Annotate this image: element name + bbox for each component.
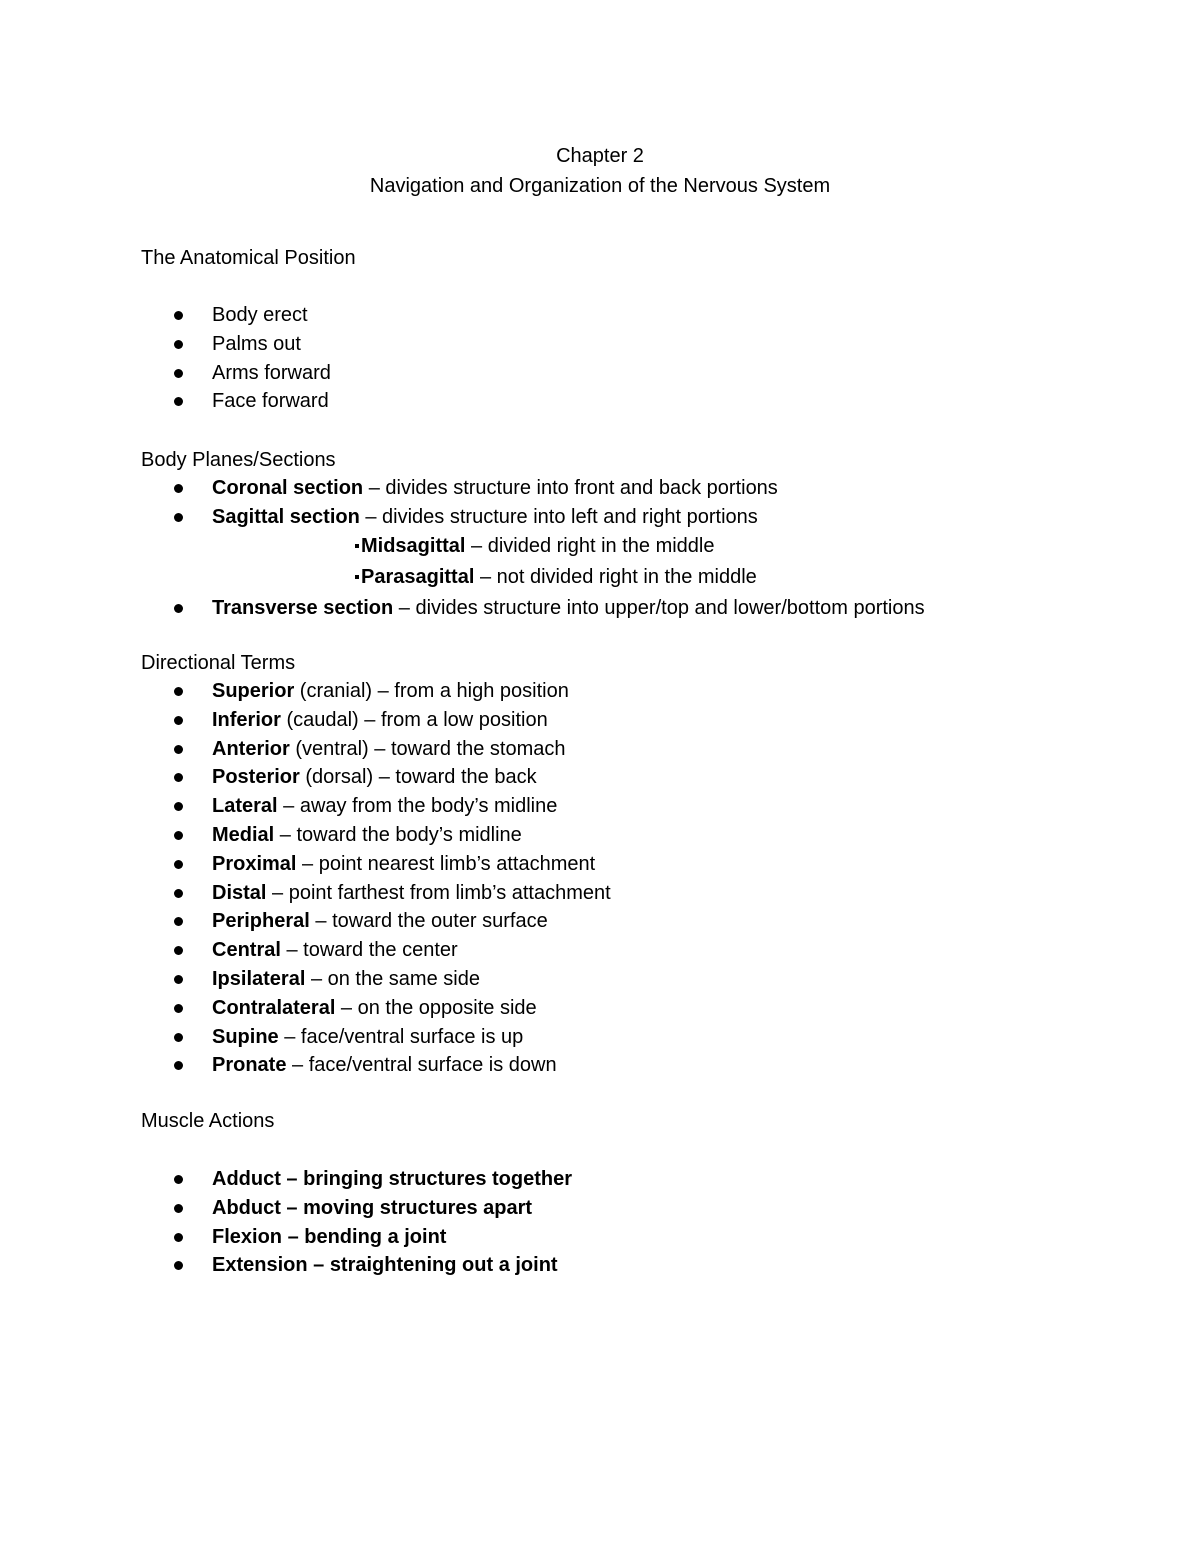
section-heading-body-planes: Body Planes/Sections bbox=[141, 449, 336, 471]
chapter-title: Chapter 2 bbox=[556, 145, 644, 167]
sub-list-item-midsagittal: Midsagittal – divided right in the middle bbox=[355, 531, 715, 561]
bullet-icon bbox=[174, 946, 183, 955]
bullet-icon bbox=[174, 397, 183, 406]
bullet-icon bbox=[174, 1175, 183, 1184]
bullet-icon bbox=[174, 687, 183, 696]
bullet-icon bbox=[174, 745, 183, 754]
list-item: Palms out bbox=[141, 330, 331, 359]
muscle-actions-list bbox=[141, 1165, 572, 1280]
square-bullet-icon bbox=[355, 544, 359, 548]
list-item: Superior (cranial) – from a high position bbox=[141, 677, 611, 706]
sub-list-item-parasagittal: Parasagittal – not divided right in the middle bbox=[355, 562, 757, 592]
title-block bbox=[0, 141, 1200, 201]
bullet-icon bbox=[174, 340, 183, 349]
list-item: Peripheral – toward the outer surface bbox=[141, 907, 611, 936]
bullet-icon bbox=[174, 1233, 183, 1242]
list-item: Central – toward the center bbox=[141, 936, 611, 965]
list-item: Lateral – away from the body’s midline bbox=[141, 792, 611, 821]
section-heading-anatomical-position: The Anatomical Position bbox=[141, 247, 356, 269]
bullet-icon bbox=[174, 1204, 183, 1213]
body-planes-list-continued bbox=[141, 594, 925, 623]
square-bullet-icon bbox=[355, 575, 359, 579]
bullet-icon bbox=[174, 716, 183, 725]
list-item: Pronate – face/ventral surface is down bbox=[141, 1051, 611, 1080]
list-item: Distal – point farthest from limb’s attachment bbox=[141, 879, 611, 908]
body-planes-list bbox=[141, 474, 778, 532]
list-item: Ipsilateral – on the same side bbox=[141, 965, 611, 994]
bullet-icon bbox=[174, 889, 183, 898]
list-item: Adduct – bringing structures together bbox=[141, 1165, 572, 1194]
bullet-icon bbox=[174, 773, 183, 782]
list-item: Contralateral – on the opposite side bbox=[141, 994, 611, 1023]
bullet-icon bbox=[174, 369, 183, 378]
list-item: Anterior (ventral) – toward the stomach bbox=[141, 735, 611, 764]
chapter-subtitle: Navigation and Organization of the Nervous System bbox=[369, 175, 831, 197]
bullet-icon bbox=[174, 917, 183, 926]
list-item: Arms forward bbox=[141, 359, 331, 388]
anatomical-position-list bbox=[141, 301, 331, 416]
bullet-icon bbox=[174, 1061, 183, 1070]
list-item: Medial – toward the body’s midline bbox=[141, 821, 611, 850]
bullet-icon bbox=[174, 604, 183, 613]
bullet-icon bbox=[174, 860, 183, 869]
list-item: Body erect bbox=[141, 301, 331, 330]
bullet-icon bbox=[174, 311, 183, 320]
list-item: Extension – straightening out a joint bbox=[141, 1251, 572, 1280]
section-heading-directional-terms: Directional Terms bbox=[141, 652, 296, 674]
bullet-icon bbox=[174, 802, 183, 811]
bullet-icon bbox=[174, 1033, 183, 1042]
list-item: Proximal – point nearest limb’s attachment bbox=[141, 850, 611, 879]
list-item: Flexion – bending a joint bbox=[141, 1223, 572, 1252]
directional-terms-list bbox=[141, 677, 611, 1080]
list-item: Transverse section – divides structure into upper/top and lower/bottom portions bbox=[141, 594, 925, 623]
list-item: Coronal section – divides structure into front and back portions bbox=[141, 474, 778, 503]
bullet-icon bbox=[174, 975, 183, 984]
bullet-icon bbox=[174, 1261, 183, 1270]
list-item: Posterior (dorsal) – toward the back bbox=[141, 763, 611, 792]
list-item: Supine – face/ventral surface is up bbox=[141, 1023, 611, 1052]
bullet-icon bbox=[174, 1004, 183, 1013]
bullet-icon bbox=[174, 484, 183, 493]
list-item: Inferior (caudal) – from a low position bbox=[141, 706, 611, 735]
list-item: Face forward bbox=[141, 387, 331, 416]
list-item: Abduct – moving structures apart bbox=[141, 1194, 572, 1223]
bullet-icon bbox=[174, 513, 183, 522]
bullet-icon bbox=[174, 831, 183, 840]
section-heading-muscle-actions: Muscle Actions bbox=[141, 1110, 275, 1132]
list-item: Sagittal section – divides structure into left and right portions bbox=[141, 503, 778, 532]
